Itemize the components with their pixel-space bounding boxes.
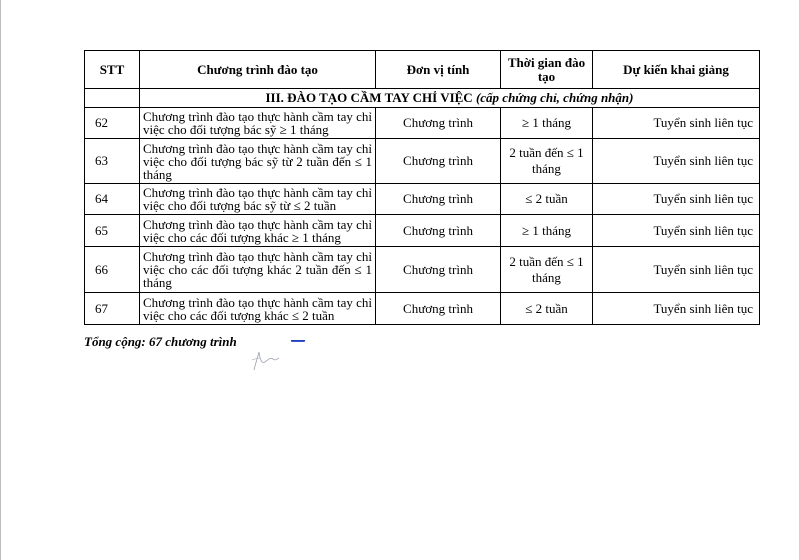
row-program: Chương trình đào tạo thực hành cầm tay chỉ việc cho các đối tượng khác ≥ 1 tháng [140, 215, 376, 247]
page-left-edge [0, 0, 1, 560]
row-program: Chương trình đào tạo thực hành cầm tay chỉ việc cho các đối tượng khác 2 tuần đến ≤ 1 tháng [140, 247, 376, 293]
row-start: Tuyển sinh liên tục [593, 139, 760, 184]
row-time: ≤ 2 tuần [501, 293, 593, 325]
header-start: Dự kiến khai giảng [593, 51, 760, 89]
table-header-row [85, 51, 760, 89]
table-row [85, 108, 760, 139]
row-stt: 62 [85, 108, 140, 139]
row-time: ≥ 1 tháng [501, 108, 593, 139]
row-stt: 65 [85, 215, 140, 247]
row-start: Tuyển sinh liên tục [593, 184, 760, 215]
row-stt: 64 [85, 184, 140, 215]
signature-mark [246, 340, 318, 374]
table-row [85, 215, 760, 247]
row-time: 2 tuần đến ≤ 1 tháng [501, 139, 593, 184]
row-time: 2 tuần đến ≤ 1 tháng [501, 247, 593, 293]
row-unit: Chương trình [376, 139, 501, 184]
header-unit: Đơn vị tính [376, 51, 501, 89]
header-program: Chương trình đào tạo [140, 51, 376, 89]
row-program: Chương trình đào tạo thực hành cầm tay chỉ việc cho đối tượng bác sỹ từ ≤ 2 tuần [140, 184, 376, 215]
section-heading [140, 89, 760, 108]
table-row [85, 139, 760, 184]
row-program: Chương trình đào tạo thực hành cầm tay chỉ việc cho đối tượng bác sỹ ≥ 1 tháng [140, 108, 376, 139]
row-stt: 66 [85, 247, 140, 293]
section-title: III. ĐÀO TẠO CẦM TAY CHỈ VIỆC [265, 90, 473, 105]
row-unit: Chương trình [376, 293, 501, 325]
training-program-table [84, 50, 760, 325]
table-row [85, 293, 760, 325]
section-row [85, 89, 760, 108]
section-subtitle: (cấp chứng chỉ, chứng nhận) [475, 90, 634, 105]
header-time: Thời gian đào tạo [501, 51, 593, 89]
row-stt: 63 [85, 139, 140, 184]
row-unit: Chương trình [376, 108, 501, 139]
row-stt: 67 [85, 293, 140, 325]
row-program: Chương trình đào tạo thực hành cầm tay chỉ việc cho đối tượng bác sỹ từ 2 tuần đến ≤ 1 tháng [140, 139, 376, 184]
signature-stroke [252, 358, 260, 360]
row-unit: Chương trình [376, 184, 501, 215]
table-row [85, 247, 760, 293]
section-empty-cell [85, 89, 140, 108]
row-start: Tuyển sinh liên tục [593, 108, 760, 139]
total-programs: Tổng cộng: 67 chương trình [84, 334, 237, 349]
row-program: Chương trình đào tạo thực hành cầm tay chỉ việc cho các đối tượng khác ≤ 2 tuần [140, 293, 376, 325]
header-stt: STT [85, 51, 140, 89]
row-unit: Chương trình [376, 247, 501, 293]
row-start: Tuyển sinh liên tục [593, 215, 760, 247]
row-unit: Chương trình [376, 215, 501, 247]
signature-stroke [254, 352, 279, 370]
row-start: Tuyển sinh liên tục [593, 293, 760, 325]
row-start: Tuyển sinh liên tục [593, 247, 760, 293]
row-time: ≤ 2 tuần [501, 184, 593, 215]
row-time: ≥ 1 tháng [501, 215, 593, 247]
table-row [85, 184, 760, 215]
